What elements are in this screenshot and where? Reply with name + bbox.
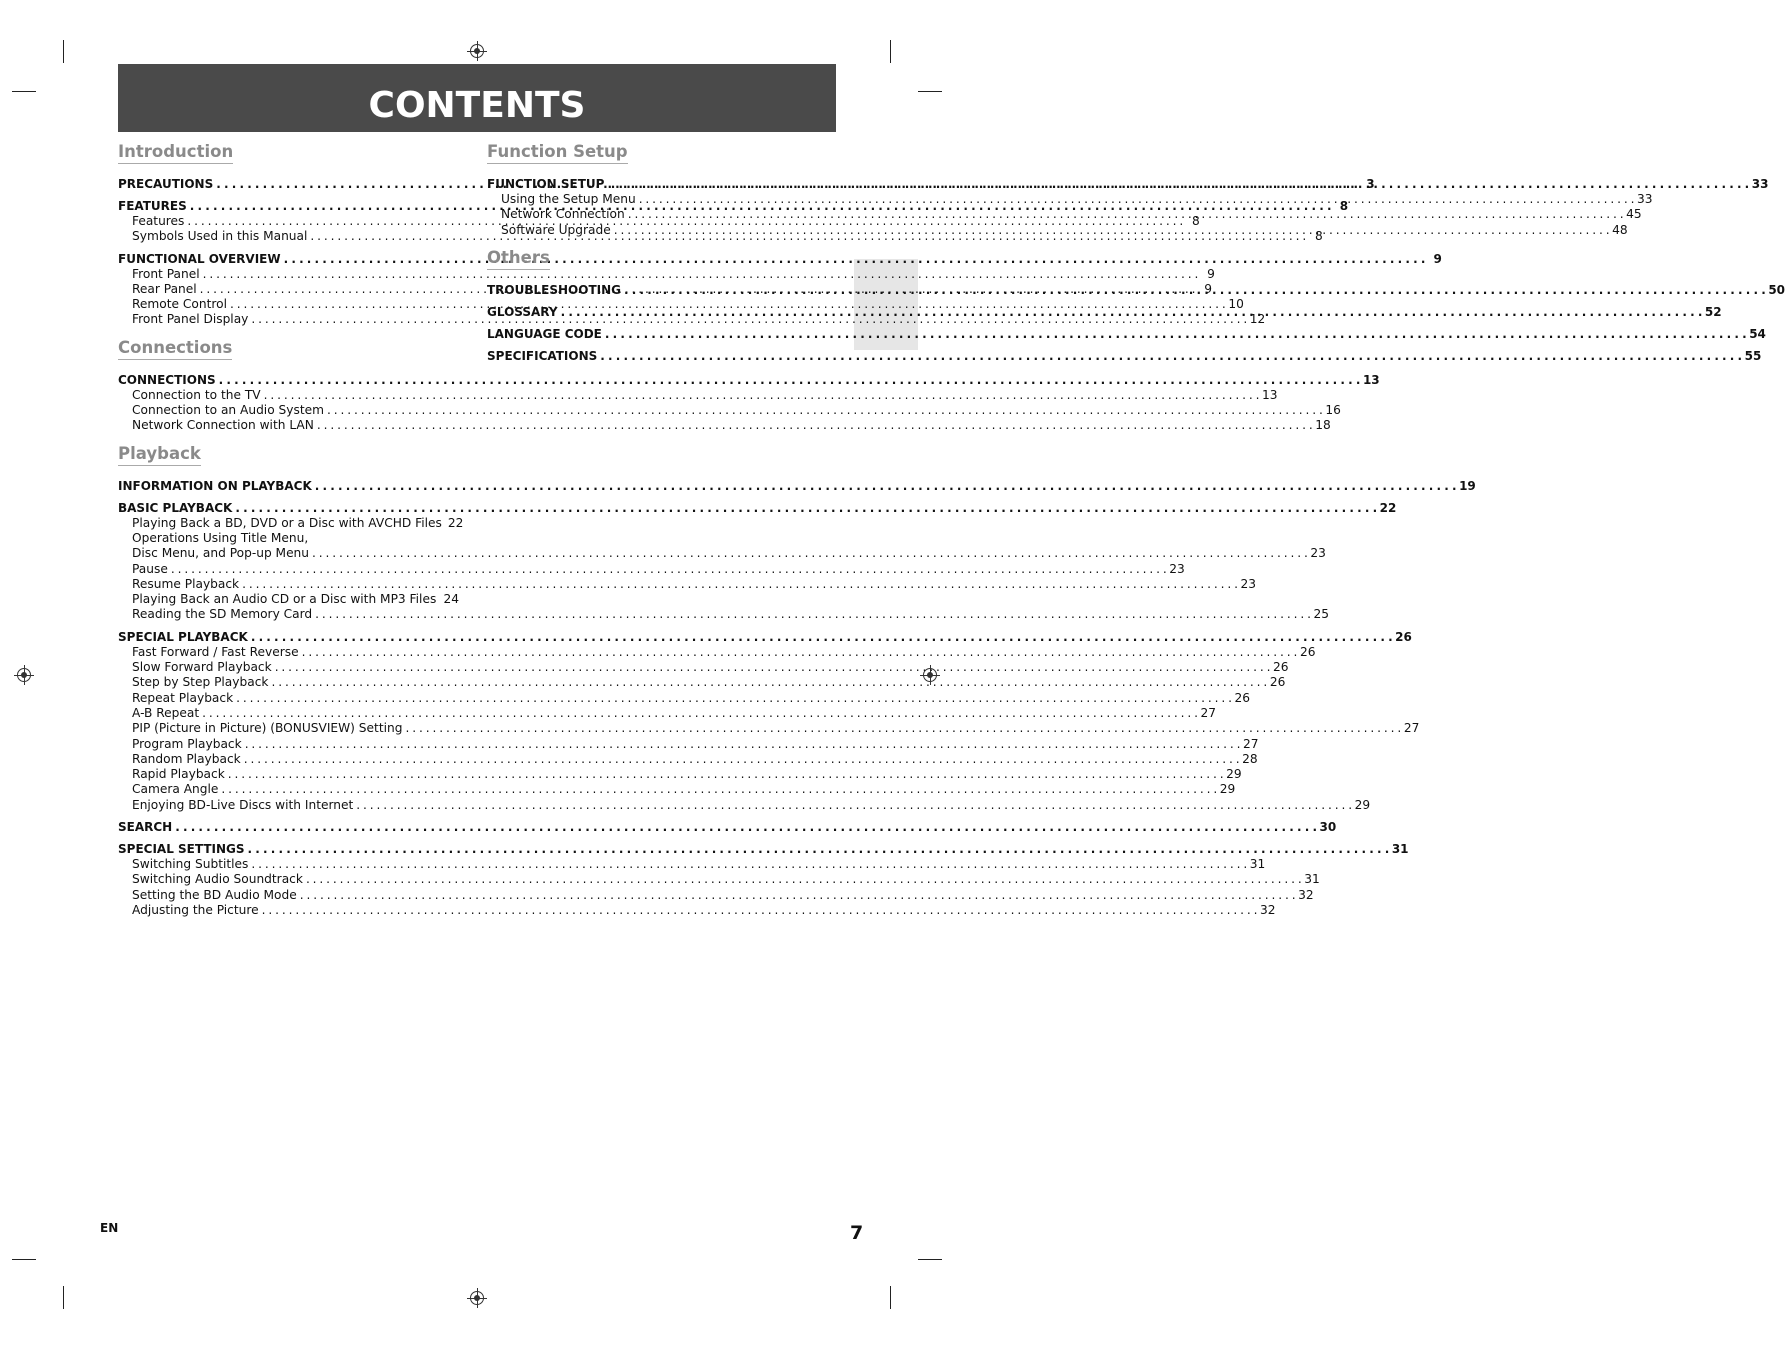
toc-entry-group <box>487 176 1769 238</box>
toc-page-number: 31 <box>1391 842 1409 857</box>
dot-leader <box>356 798 1351 813</box>
dot-leader <box>251 629 1392 645</box>
toc-entry-label: Switching Audio Soundtrack <box>132 872 303 887</box>
dot-leader <box>284 251 1425 267</box>
toc-entry-special-settings[interactable] <box>118 841 1409 857</box>
toc-page-number: 23 <box>1310 546 1326 561</box>
dot-leader <box>302 645 1297 660</box>
section-heading: Playback <box>118 444 201 466</box>
dot-leader <box>245 737 1240 752</box>
toc-entry-group <box>118 500 1397 623</box>
toc-entry-label: Remote Control <box>132 297 227 312</box>
toc-entry-group <box>487 282 1785 298</box>
toc-entry-group <box>118 629 1420 813</box>
toc-entry-label: Fast Forward / Fast Reverse <box>132 644 299 659</box>
toc-page-number: 32 <box>1259 902 1276 917</box>
toc-subentry[interactable] <box>118 531 459 546</box>
toc-page-number: 23 <box>1169 561 1185 576</box>
toc-entry-label: PRECAUTIONS <box>118 177 214 191</box>
toc-entry-label: Symbols Used in this Manual <box>132 229 308 244</box>
toc-entry-label: Setting the BD Audio Mode <box>132 887 297 902</box>
dot-leader <box>312 546 1307 561</box>
toc-subentry[interactable] <box>118 872 1320 887</box>
toc-entry-label: FUNCTION SETUP <box>487 177 605 191</box>
toc-page-number: 30 <box>1319 820 1337 835</box>
toc-page-number: 23 <box>1240 576 1256 591</box>
dot-leader <box>202 706 1197 721</box>
toc-entry-label: Connection to the TV <box>132 387 261 402</box>
toc-page-number: 22 <box>447 515 464 530</box>
toc-entry-group <box>118 478 1476 494</box>
section-heading: Function Setup <box>487 142 628 164</box>
toc-entry-label: Playing Back an Audio CD or a Disc with MP3 Files <box>132 592 437 607</box>
toc-entry-label: Operations Using Title Menu, <box>132 530 309 545</box>
dot-leader <box>315 478 1456 494</box>
toc-entry-label: Rear Panel <box>132 281 197 296</box>
toc-page-number: 3 <box>1366 177 1375 191</box>
toc-entry-label: Disc Menu, and Pop-up Menu <box>132 546 310 561</box>
dot-leader <box>605 326 1746 342</box>
toc-page-number: 26 <box>1234 690 1251 705</box>
dot-leader <box>561 304 1702 320</box>
toc-page-number: 22 <box>1379 500 1397 515</box>
toc-subentry[interactable] <box>118 660 1289 675</box>
toc-page-number: 50 <box>1768 282 1785 297</box>
toc-section-playback <box>118 443 1476 919</box>
toc-entry-basic-playback[interactable] <box>118 500 1397 516</box>
dot-leader <box>628 207 1623 222</box>
dot-leader <box>235 500 1376 516</box>
toc-subentry[interactable] <box>118 902 1276 918</box>
toc-subentry[interactable] <box>118 857 1266 872</box>
dot-leader <box>300 888 1295 903</box>
toc-subentry[interactable] <box>487 192 1653 207</box>
toc-page-number: 10 <box>1228 297 1244 312</box>
toc-subentry[interactable] <box>118 312 1266 327</box>
toc-page-number: 12 <box>1249 312 1266 327</box>
dot-leader <box>306 872 1301 887</box>
toc-entry-label: Adjusting the Picture <box>132 902 259 917</box>
dot-leader <box>317 418 1312 433</box>
crop-mark <box>63 1286 64 1309</box>
toc-entry-special-playback[interactable] <box>118 629 1412 645</box>
dot-leader <box>624 282 1765 298</box>
toc-entry-label: Repeat Playback <box>132 690 234 705</box>
dot-leader <box>264 388 1259 403</box>
toc-page-number: 55 <box>1744 348 1762 363</box>
dot-leader <box>315 607 1310 622</box>
toc-page-number: 27 <box>1243 736 1259 751</box>
toc-entry-group <box>118 372 1380 434</box>
toc-page-number: 29 <box>1354 797 1371 812</box>
registration-mark-icon <box>470 44 484 58</box>
toc-entry-label: TROUBLESHOOTING <box>487 282 621 297</box>
toc-page-number: 33 <box>1637 192 1653 206</box>
toc-entry-group <box>118 819 1337 835</box>
toc-page-number: 28 <box>1242 751 1258 766</box>
toc-entry-label: Enjoying BD-Live Discs with Internet <box>132 797 354 812</box>
dot-leader <box>614 223 1609 238</box>
toc-entry-label: Rapid Playback <box>132 767 225 782</box>
toc-page-number: 19 <box>1459 478 1476 493</box>
toc-page-number: 24 <box>443 592 459 607</box>
toc-entry-group <box>118 841 1409 918</box>
toc-entry-label: Random Playback <box>132 751 241 766</box>
toc-page-number: 18 <box>1315 418 1331 433</box>
toc-entry-label: Front Panel Display <box>132 312 249 327</box>
dot-leader <box>221 782 1216 797</box>
dot-leader <box>600 348 1741 364</box>
toc-entry-group <box>487 326 1766 342</box>
page-number: 7 <box>850 1222 864 1244</box>
toc-entry-label: SPECIFICATIONS <box>487 348 598 363</box>
toc-entry-label: SPECIAL PLAYBACK <box>118 629 248 644</box>
dot-leader <box>175 819 1316 835</box>
toc-entry-troubleshooting[interactable] <box>487 282 1785 298</box>
toc-page-number: 48 <box>1612 222 1628 237</box>
toc-subentry[interactable] <box>118 736 1259 752</box>
toc-entry-label: INFORMATION ON PLAYBACK <box>118 478 312 493</box>
toc-page-number: 52 <box>1704 304 1722 319</box>
dot-leader <box>242 577 1237 592</box>
toc-entry-specifications[interactable] <box>487 348 1762 364</box>
dot-leader <box>327 403 1322 418</box>
dot-leader <box>219 372 1360 388</box>
toc-page-number: 29 <box>1219 782 1236 797</box>
toc-entry-label: CONNECTIONS <box>118 372 216 387</box>
toc-subentry[interactable] <box>118 767 1242 782</box>
dot-leader <box>275 660 1270 675</box>
toc-subentry[interactable] <box>118 887 1314 903</box>
toc-entry-label: Connection to an Audio System <box>132 403 324 418</box>
toc-page-number: 32 <box>1298 887 1314 902</box>
toc-page-number: 26 <box>1273 660 1289 675</box>
dot-leader <box>236 691 1231 706</box>
crop-mark <box>890 1286 891 1309</box>
toc-entry-label: Playing Back a BD, DVD or a Disc with AVCHD Files <box>132 515 442 530</box>
toc-entry-label: Network Connection with LAN <box>132 418 314 433</box>
toc-page-number: 26 <box>1299 644 1316 659</box>
registration-mark-icon <box>17 668 31 682</box>
toc-entry-label: FUNCTIONAL OVERVIEW <box>118 251 281 266</box>
toc-page-number: 13 <box>1261 387 1278 402</box>
toc-entry-label: Program Playback <box>132 736 242 751</box>
toc-entry-search[interactable] <box>118 819 1337 835</box>
toc-entry-label: PIP (Picture in Picture) (BONUSVIEW) Setting <box>132 721 403 736</box>
toc-page-number: 26 <box>1395 629 1412 644</box>
toc-subentry[interactable] <box>118 644 1316 660</box>
toc-entry-label: Step by Step Playback <box>132 675 269 690</box>
toc-entry-label: Camera Angle <box>132 782 219 797</box>
toc-entry-label: Resume Playback <box>132 576 240 591</box>
toc-subentry[interactable] <box>118 782 1236 797</box>
toc-subentry[interactable] <box>118 721 1420 736</box>
toc-entry-information-on-playback[interactable] <box>118 478 1476 494</box>
toc-page-number: 9 <box>1204 281 1213 296</box>
toc-entry-label: Features <box>132 214 185 228</box>
toc-subentry[interactable] <box>118 705 1217 721</box>
toc-subentry[interactable] <box>118 561 1185 577</box>
toc-page-number: 8 <box>1339 199 1349 213</box>
toc-page-number: 27 <box>1403 721 1420 736</box>
toc-subentry[interactable] <box>118 592 459 607</box>
toc-page-number: 13 <box>1362 372 1380 387</box>
toc-page-number: 29 <box>1226 767 1242 782</box>
toc-page-number: 33 <box>1751 177 1769 191</box>
toc-section-function-setup <box>487 142 1769 238</box>
language-label: EN <box>100 1221 119 1235</box>
toc-page-number: 9 <box>1433 251 1442 266</box>
toc-subentry[interactable] <box>118 675 1286 690</box>
dot-leader <box>228 767 1223 782</box>
toc-entry-label: Using the Setup Menu <box>501 192 636 206</box>
toc-entry-label: LANGUAGE CODE <box>487 326 602 341</box>
toc-entry-label: Software Upgrade <box>501 222 611 237</box>
toc-page-number: 27 <box>1200 705 1217 720</box>
toc-subentry[interactable] <box>487 207 1642 222</box>
toc-entry-label: BASIC PLAYBACK <box>118 500 233 515</box>
section-heading: Connections <box>118 338 232 360</box>
toc-entry-label: Front Panel <box>132 266 200 281</box>
toc-page-number: 9 <box>1207 266 1215 281</box>
dot-leader <box>171 562 1166 577</box>
page-title: CONTENTS <box>368 85 586 126</box>
toc-page-number: 31 <box>1304 872 1320 887</box>
toc-page-number: 54 <box>1749 326 1766 341</box>
toc-entry-label: Network Connection <box>501 207 625 222</box>
toc-entry-label: Pause <box>132 561 168 576</box>
section-heading: Introduction <box>118 142 233 164</box>
toc-entry-function-setup[interactable] <box>487 176 1769 192</box>
dot-leader <box>405 721 1400 736</box>
crop-mark <box>918 91 942 92</box>
toc-subentry[interactable] <box>118 387 1278 403</box>
registration-mark-icon <box>470 1291 484 1305</box>
dot-leader <box>244 752 1239 767</box>
toc-entry-language-code[interactable] <box>487 326 1766 342</box>
toc-subentry[interactable] <box>487 222 1628 238</box>
dot-leader <box>248 841 1389 857</box>
toc-entry-label: FEATURES <box>118 199 187 213</box>
toc-subentry[interactable] <box>118 418 1331 433</box>
toc-subentry[interactable] <box>118 751 1258 767</box>
section-heading: Others <box>487 248 550 270</box>
toc-entry-label: A-B Repeat <box>132 705 200 720</box>
toc-page-number: 31 <box>1249 857 1266 872</box>
dot-leader <box>639 192 1634 207</box>
dot-leader <box>262 903 1257 918</box>
toc-entry-label: Slow Forward Playback <box>132 660 272 675</box>
toc-entry-label: Reading the SD Memory Card <box>132 607 313 622</box>
toc-page-number: 26 <box>1269 675 1286 690</box>
toc-subentry[interactable] <box>118 797 1371 813</box>
toc-subentry[interactable] <box>118 403 1341 418</box>
toc-page-number: 45 <box>1626 207 1642 222</box>
toc-subentry[interactable] <box>118 546 1326 561</box>
toc-entry-group <box>487 348 1762 364</box>
crop-mark <box>63 40 64 63</box>
toc-subentry[interactable] <box>118 266 1215 282</box>
toc-entry-label: GLOSSARY <box>487 304 558 319</box>
toc-entry-label: SPECIAL SETTINGS <box>118 842 245 857</box>
toc-page-number: 8 <box>1314 229 1323 244</box>
toc-subentry[interactable] <box>118 690 1251 706</box>
toc-subentry[interactable] <box>118 576 1256 592</box>
dot-leader <box>271 675 1266 690</box>
crop-mark <box>918 1259 942 1260</box>
contents-banner <box>118 64 836 132</box>
toc-page-number: 25 <box>1313 607 1330 622</box>
dot-leader <box>439 592 440 607</box>
toc-page-number: 16 <box>1325 403 1341 418</box>
toc-subentry[interactable] <box>118 607 1330 622</box>
crop-mark <box>12 91 36 92</box>
toc-page-number: 8 <box>1192 214 1200 228</box>
toc-entry-connections[interactable] <box>118 372 1380 388</box>
crop-mark <box>12 1259 36 1260</box>
dot-leader <box>607 176 1748 192</box>
dot-leader <box>251 857 1246 872</box>
toc-entry-label: Switching Subtitles <box>132 857 249 872</box>
toc-entry-label: SEARCH <box>118 820 173 835</box>
crop-mark <box>890 40 891 63</box>
toc-subentry[interactable] <box>118 515 464 531</box>
